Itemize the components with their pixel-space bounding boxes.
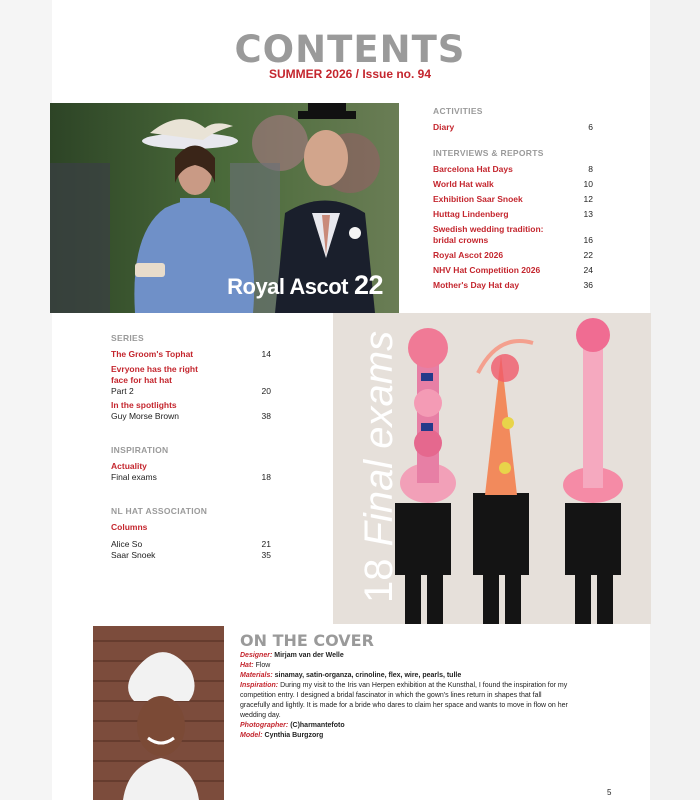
section-heading-inspiration: INSPIRATION (111, 445, 169, 455)
toc-entry-name: World Hat walk (433, 179, 494, 189)
page-gutter (0, 0, 52, 800)
on-the-cover-heading: ON THE COVER (240, 631, 374, 650)
final-exams-caption-text: Final exams (357, 330, 401, 547)
cover-model-value: Cynthia Burgzorg (264, 732, 324, 739)
cover-photographer-value: (C)harmantefoto (290, 722, 345, 729)
toc-entry-sub: Final exams (111, 472, 157, 482)
toc-entry-sub-row (111, 411, 271, 422)
toc-entry[interactable] (433, 224, 593, 246)
toc-entry[interactable] (433, 179, 593, 190)
section-heading-interviews: INTERVIEWS & REPORTS (433, 148, 544, 158)
cover-inspiration-value: During my visit to the Iris van Herpen exhibition at the Kunsthal, I found the inspiration for my competition entry. I designed a bridal fascinator in which the gown's lines return in shapes that fall gracefully and lightly. It is made for a bride who dares to claim her space and wants to move in flow on her wedding day. (240, 682, 568, 719)
royal-ascot-caption-text: Royal Ascot (227, 274, 348, 299)
toc-entry-page: 24 (583, 265, 593, 275)
toc-entry-name: Alice So (111, 539, 143, 549)
toc-entry-page: 21 (261, 539, 271, 549)
toc-entry-sub-row (111, 472, 271, 483)
cover-hat-label: Hat: (240, 662, 254, 669)
cover-hat-value: Flow (255, 662, 271, 669)
on-the-cover-block (240, 631, 570, 741)
cover-photographer-line (240, 721, 570, 731)
toc-entry-page: 14 (261, 349, 271, 359)
toc-entry[interactable] (433, 122, 593, 133)
final-exams-caption-number: 18 (357, 558, 401, 603)
issue-subtitle: SUMMER 2026 / Issue no. 94 (268, 67, 432, 81)
toc-entry-page: 16 (583, 235, 593, 245)
toc-entry-name: Mother's Day Hat day (433, 280, 520, 290)
cover-inspiration-label: Inspiration: (240, 682, 279, 689)
cover-designer-line (240, 651, 570, 661)
toc-entry-name: Barcelona Hat Days (433, 164, 513, 174)
toc-right-column (433, 106, 593, 291)
toc-entry-page: 13 (583, 209, 593, 219)
cover-designer-label: Designer: (240, 652, 273, 659)
cover-model-line (240, 731, 570, 741)
toc-entry-name: The Groom's Tophat (111, 349, 194, 359)
toc-entry-row[interactable] (111, 550, 271, 561)
royal-ascot-caption-number: 22 (353, 270, 383, 300)
cover-materials-value: sinamay, satin-organza, crinoline, flex, wire, pearls, tulle (274, 672, 462, 679)
toc-entry-page: 38 (261, 411, 271, 421)
toc-entry-name: Diary (433, 122, 455, 132)
cover-inspiration-line (240, 681, 570, 721)
cover-materials-line (240, 671, 570, 681)
toc-entry-everyone-face[interactable]: Evryone has the right face for hat hat (111, 364, 198, 385)
toc-entry-page: 18 (261, 472, 271, 482)
toc-entry-name: Huttag Lindenberg (433, 209, 509, 219)
royal-ascot-photo (50, 103, 399, 313)
toc-entry-page: 8 (588, 164, 593, 174)
toc-entry-page: 10 (583, 179, 593, 189)
toc-entry-name: Royal Ascot 2026 (433, 250, 504, 260)
toc-entry-actuality[interactable]: Actuality (111, 461, 147, 471)
toc-entry-page: 36 (583, 280, 593, 290)
toc-entry-columns[interactable]: Columns (111, 522, 148, 532)
toc-entry-page: 35 (261, 550, 271, 560)
cover-hat-line (240, 661, 570, 671)
cover-materials-label: Materials: (240, 672, 273, 679)
toc-entry-groom-tophat[interactable] (111, 349, 271, 360)
toc-entry-sub-row (111, 386, 271, 397)
toc-left-column (111, 333, 271, 561)
toc-entry[interactable] (433, 280, 593, 291)
toc-entry-page: 22 (583, 250, 593, 260)
toc-entry[interactable] (433, 209, 593, 220)
section-heading-series: SERIES (111, 333, 144, 343)
cover-model-photo (93, 626, 224, 800)
final-exams-photo (333, 313, 651, 624)
toc-entry-name: Exhibition Saar Snoek (433, 194, 523, 204)
toc-entry-page: 12 (583, 194, 593, 204)
toc-entry-sub: Guy Morse Brown (111, 411, 180, 421)
page-number: 5 (607, 788, 612, 797)
toc-entry[interactable] (433, 265, 593, 276)
toc-entry-sub: Part 2 (111, 386, 134, 396)
cover-model-label: Model: (240, 732, 263, 739)
section-heading-nl-hat: NL HAT ASSOCIATION (111, 506, 208, 516)
toc-entry-name: Saar Snoek (111, 550, 156, 560)
cover-photographer-label: Photographer: (240, 722, 289, 729)
page-title: CONTENTS (234, 28, 466, 71)
cover-designer-value: Mirjam van der Welle (274, 652, 344, 659)
toc-entry-name: NHV Hat Competition 2026 (433, 265, 541, 275)
toc-entry-name: Swedish wedding tradition: bridal crowns (433, 224, 544, 245)
toc-entry-page: 20 (261, 386, 271, 396)
section-heading-activities: ACTIVITIES (433, 106, 483, 116)
toc-entry[interactable] (433, 194, 593, 205)
toc-entry[interactable] (433, 164, 593, 175)
toc-entry-row[interactable] (111, 539, 271, 550)
final-exams-caption (357, 331, 402, 603)
royal-ascot-caption (227, 270, 383, 301)
toc-entry-spotlights[interactable]: In the spotlights (111, 400, 177, 410)
toc-entry-page: 6 (588, 122, 593, 132)
toc-entry[interactable] (433, 250, 593, 261)
